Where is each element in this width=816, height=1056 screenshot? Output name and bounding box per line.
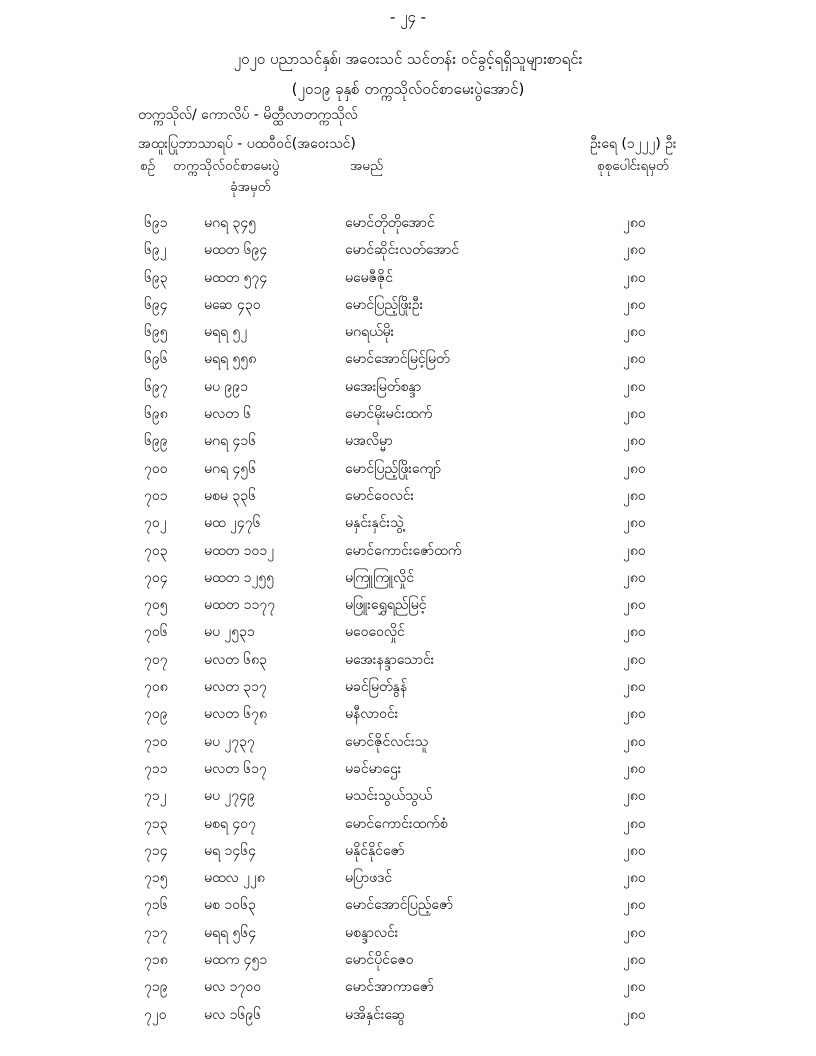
row-no: ၆၉၃ (144, 269, 168, 286)
row-no: ၇၀၈ (144, 679, 168, 696)
table-row (0, 319, 816, 346)
column-header-no: စဉ် (140, 158, 156, 174)
table-row (0, 210, 816, 237)
table-row (0, 838, 816, 865)
row-name: မမေဇီဇိုင် (345, 269, 394, 286)
row-no: ၇၀၆ (144, 624, 168, 641)
row-name: မောင်ပြည့်ဖြိုးဦး (345, 296, 424, 313)
row-no: ၇၀၀ (144, 460, 168, 477)
row-score: ၂၈၀ (623, 706, 646, 723)
row-name: မောင်ဇိုင်လင်းသူ (345, 733, 429, 750)
results-table (0, 210, 816, 1029)
row-no: ၇၁၇ (144, 924, 168, 941)
row-no: ၆၉၉ (144, 433, 168, 450)
row-name: မသင်းသွယ်သွယ် (345, 788, 433, 805)
row-name: မောင်ပိုင်ဇေဝ (345, 952, 414, 969)
row-score: ၂၈၀ (623, 487, 646, 504)
row-no: ၇၁၄ (144, 842, 168, 859)
row-roll-number: မထတ ၅၇၄ (204, 269, 268, 286)
row-no: ၇၂၀ (144, 1006, 167, 1023)
document-subtitle: (၂၀၁၉ ခုနှစ် တက္ကသိုလ်ဝင်စာမေးပွဲအောင်) (291, 80, 525, 98)
row-score: ၂၈၀ (623, 324, 646, 341)
row-roll-number: မဆေ ၄၃၀ (204, 296, 261, 313)
total-count: ဦးရေ (၁၂၂၂) ဦး (590, 136, 677, 152)
row-score: ၂၈၀ (623, 378, 646, 395)
row-score: ၂၈၀ (623, 651, 646, 668)
row-roll-number: မလတ ၆၁၇ (204, 760, 267, 777)
table-row (0, 756, 816, 783)
row-no: ၇၁၅ (144, 870, 168, 887)
row-roll-number: မစမ ၃၃၆ (204, 487, 256, 504)
table-row (0, 456, 816, 483)
department-line: အထူးပြုဘာသာရပ် - ပထဝီဝင်(အဝေးသင်) (138, 136, 356, 152)
row-name: မောင်ပြည့်ဖြိုးကျော် (345, 460, 442, 477)
table-row (0, 1002, 816, 1029)
table-row (0, 701, 816, 728)
row-score: ၂၈၀ (623, 433, 646, 450)
table-row (0, 920, 816, 947)
row-roll-number: မထ ၂၄၇၆ (204, 515, 261, 532)
row-score: ၂၈၀ (623, 242, 646, 259)
row-roll-number: မရရ ၅၅၈ (204, 351, 257, 368)
row-roll-number: မလတ ၆ (204, 406, 252, 423)
row-roll-number: မလ ၁၇၀၀ (204, 979, 262, 996)
table-row (0, 565, 816, 592)
row-name: မဂရယ်မိုး (345, 324, 395, 341)
table-row (0, 619, 816, 646)
row-no: ၇၁၃ (144, 815, 168, 832)
row-name: မနီလာဝင်း (345, 706, 399, 723)
row-roll-number: မရရ ၅၆၄ (204, 924, 257, 941)
row-name: မနိုင်နိုင်ဇော် (345, 842, 405, 859)
row-name: မောင်အောင်ပြည့်ဇော် (345, 897, 454, 914)
row-roll-number: မပ ၂၅၃၁ (204, 624, 255, 641)
row-no: ၆၉၅ (144, 324, 168, 341)
row-roll-number: မထက ၄၅၁ (204, 952, 268, 969)
table-row (0, 892, 816, 919)
row-name: မောင်အောင်မြင့်မြတ် (345, 351, 450, 368)
row-score: ၂၈၀ (623, 815, 646, 832)
table-row (0, 483, 816, 510)
row-roll-number: မလတ ၆၈၃ (204, 651, 267, 668)
column-header-roll: တက္ကသိုလ်ဝင်စာမေးပွဲ (173, 158, 280, 174)
row-no: ၆၉၆ (144, 351, 168, 368)
table-row (0, 401, 816, 428)
row-score: ၂၈၀ (623, 924, 646, 941)
row-roll-number: မဂရ ၄၁၆ (204, 433, 257, 450)
row-score: ၂၈၀ (623, 842, 646, 859)
table-row (0, 729, 816, 756)
row-score: ၂၈၀ (623, 569, 646, 586)
row-score: ၂၈၀ (623, 515, 646, 532)
table-row (0, 592, 816, 619)
row-roll-number: မစ ၁၀၆၃ (204, 897, 256, 914)
row-roll-number: မရ ၁၄၆၄ (204, 842, 256, 859)
row-name: မဖြူးရွှေရည်မြင့် (345, 597, 427, 614)
row-score: ၂၈၀ (623, 542, 646, 559)
row-no: ၇၀၂ (144, 515, 167, 532)
row-score: ၂၈၀ (623, 1006, 646, 1023)
row-no: ၇၀၄ (144, 569, 168, 586)
table-row (0, 346, 816, 373)
table-row (0, 783, 816, 810)
table-row (0, 811, 816, 838)
row-name: မကြူကြူလှိုင် (345, 569, 415, 586)
row-score: ၂၈၀ (623, 979, 646, 996)
row-score: ၂၈၀ (623, 788, 646, 805)
row-name: မောင်ကောင်းထက်စံ (345, 815, 448, 832)
table-row (0, 974, 816, 1001)
table-row (0, 428, 816, 455)
row-name: မစန္ဒာလင်း (345, 924, 399, 941)
row-score: ၂၈၀ (623, 460, 646, 477)
row-no: ၇၁၉ (144, 979, 168, 996)
table-row (0, 865, 816, 892)
row-name: မအေးနန္ဒာသောင်း (345, 651, 435, 668)
row-roll-number: မလတ ၆၇၈ (204, 706, 267, 723)
table-row (0, 947, 816, 974)
row-name: မနှင်းနှင်းသွဲ့ (345, 515, 404, 532)
row-roll-number: မဂရ ၃၄၅ (204, 215, 257, 231)
row-roll-number: မဂရ ၄၅၆ (204, 460, 257, 477)
row-no: ၇၀၇ (144, 651, 168, 668)
table-row (0, 292, 816, 319)
column-header-roll-2: ခုံအမှတ် (230, 179, 271, 195)
row-roll-number: မလတ ၃၁၇ (204, 679, 267, 696)
row-roll-number: မစရ ၄၀၇ (204, 815, 256, 832)
row-no: ၇၀၃ (144, 542, 168, 559)
column-header-score: စုစုပေါင်းရမှတ် (597, 158, 670, 174)
table-row (0, 265, 816, 292)
row-name: မအေးမြတ်စန္ဒာ (345, 378, 422, 395)
row-roll-number: မထတ ၁၁၇၇ (204, 597, 276, 614)
row-roll-number: မထတ ၁၀၁၂ (204, 542, 275, 559)
row-score: ၂၈၀ (623, 351, 646, 368)
table-row (0, 674, 816, 701)
row-roll-number: မပ ၉၉၁ (204, 378, 249, 395)
row-roll-number: မပ ၂၇၃၇ (204, 733, 255, 750)
row-no: ၇၁၆ (144, 897, 168, 914)
row-roll-number: မထတ ၆၉၄ (204, 242, 268, 259)
column-header-name: အမည် (350, 158, 384, 174)
row-score: ၂၈၀ (623, 733, 646, 750)
table-row (0, 237, 816, 264)
row-score: ၂၈၀ (623, 952, 646, 969)
row-name: မခင်မြတ်နွန် (345, 679, 408, 696)
row-name: မအိနှင်းဆွေ (345, 1006, 405, 1023)
row-no: ၆၉၇ (144, 378, 168, 395)
table-row (0, 538, 816, 565)
row-name: မောင်မိုးမင်းထက် (345, 406, 433, 423)
row-no: ၆၉၁ (144, 215, 168, 231)
row-no: ၇၀၁ (144, 487, 168, 504)
row-no: ၇၁၈ (144, 952, 168, 969)
row-no: ၇၁၂ (144, 788, 167, 805)
row-name: မပြာဖဒင် (345, 870, 393, 887)
table-row (0, 647, 816, 674)
row-roll-number: မထလ ၂၂၈ (204, 870, 265, 887)
university-line: တက္ကသိုလ်/ ကောလိပ် - မိတ္ထီလာတက္ကသိုလ် (138, 107, 358, 123)
table-row (0, 510, 816, 537)
row-score: ၂၈၀ (623, 760, 646, 777)
page-number: - ၂၄ - (389, 8, 427, 26)
row-score: ၂၈၀ (623, 679, 646, 696)
row-score: ၂၈၀ (623, 897, 646, 914)
row-no: ၆၉၂ (144, 242, 167, 259)
row-no: ၇၀၅ (144, 597, 168, 614)
table-row (0, 374, 816, 401)
row-roll-number: မထတ ၁၂၅၅ (204, 569, 275, 586)
row-score: ၂၈၀ (623, 870, 646, 887)
row-no: ၇၁၀ (144, 733, 168, 750)
row-name: မောင်ကောင်းဇော်ထက် (345, 542, 462, 559)
row-score: ၂၈၀ (623, 406, 646, 423)
row-name: မောင်အာကာဇော် (345, 979, 434, 996)
row-name: မခင်မာဌေး (345, 760, 402, 777)
row-roll-number: မလ ၁၆၉၆ (204, 1006, 262, 1023)
row-no: ၆၉၄ (144, 296, 168, 313)
row-roll-number: မရရ ၅၂ (204, 324, 248, 341)
row-name: မောင်ဆိုင်းလတ်အောင် (345, 242, 460, 259)
row-score: ၂၈၀ (623, 215, 646, 231)
row-name: မဝေဝေလှိုင် (345, 624, 405, 641)
row-roll-number: မပ ၂၇၄၉ (204, 788, 255, 805)
row-name: မောင်ဝေလင်း (345, 487, 415, 504)
row-name: မောင်တိုတိုအောင် (345, 215, 435, 231)
row-score: ၂၈၀ (623, 624, 646, 641)
row-score: ၂၈၀ (623, 269, 646, 286)
row-no: ၆၉၈ (144, 406, 168, 423)
row-no: ၇၁၁ (144, 760, 168, 777)
row-score: ၂၈၀ (623, 296, 646, 313)
row-no: ၇၀၉ (144, 706, 168, 723)
row-name: မအလိမ္မာ (345, 433, 393, 450)
row-score: ၂၈၀ (623, 597, 646, 614)
document-title: ၂၀၂၀ ပညာသင်နှစ်၊ အဝေးသင် သင်တန်း ဝင်ခွင့်ရရှိသူများစာရင်း (233, 50, 583, 68)
